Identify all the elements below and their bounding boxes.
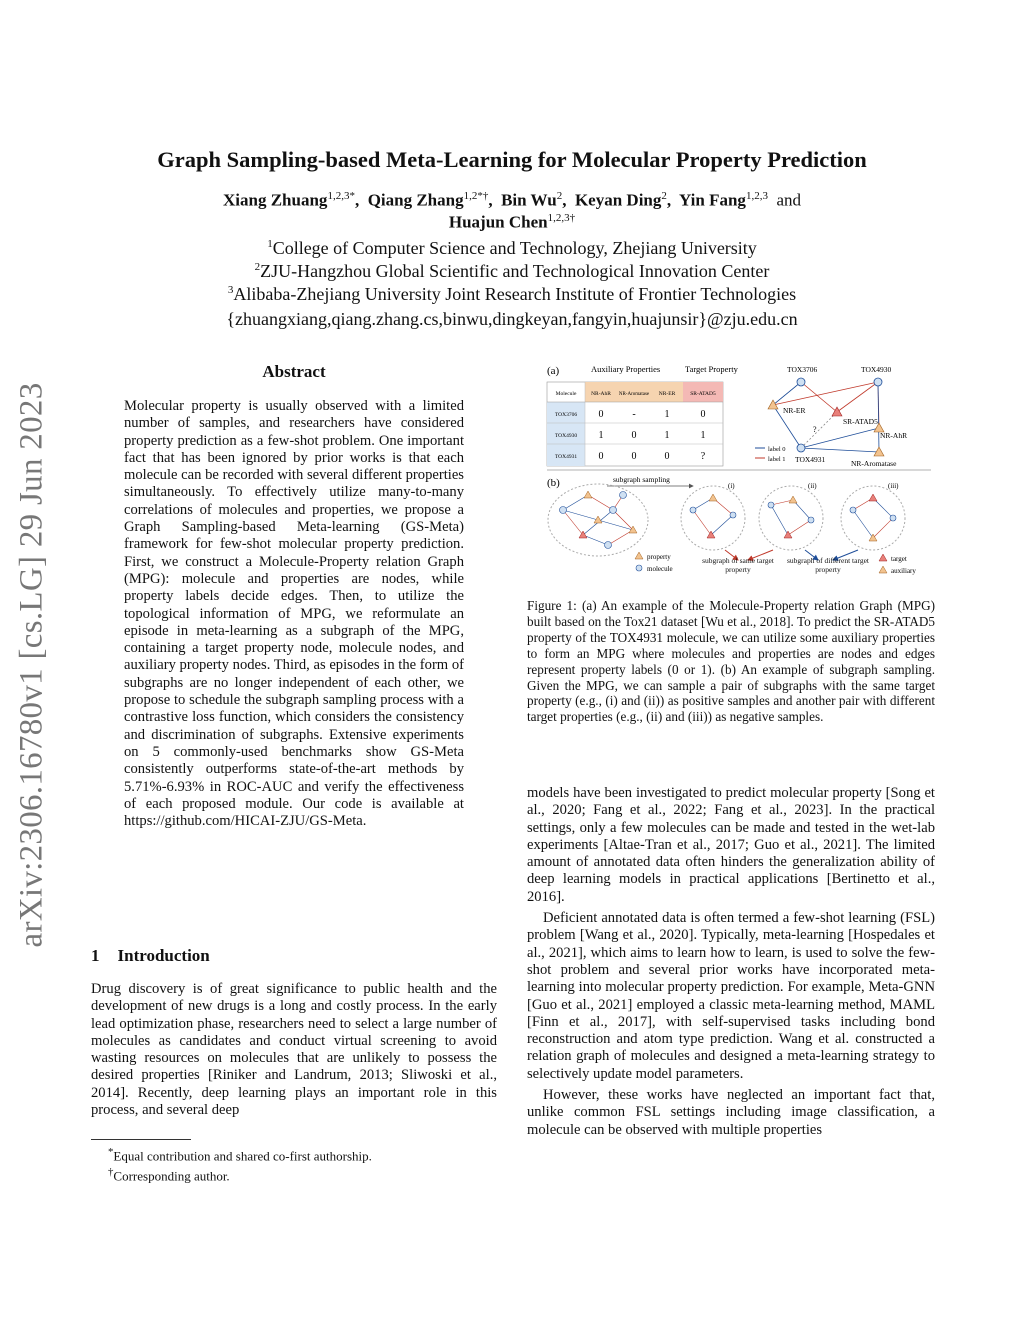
table-cell: TOX3706 — [554, 412, 578, 418]
table-header: NR-AhR — [591, 391, 611, 397]
target-header: Target Property — [685, 364, 738, 374]
panel-a-label: (a) — [547, 365, 560, 377]
subgraph-iii — [841, 482, 905, 550]
subgraph-ii — [759, 482, 823, 550]
svg-text:SR-ATAD5: SR-ATAD5 — [843, 417, 878, 426]
author-name: Yin Fang — [679, 190, 746, 210]
panel-b-label: (b) — [547, 477, 560, 489]
paper-title: Graph Sampling-based Meta-Learning for Molecular Property Prediction — [157, 147, 867, 172]
legend-property: property — [647, 553, 671, 561]
svg-text:?: ? — [813, 425, 817, 434]
svg-text:(i): (i) — [728, 482, 735, 490]
table-cell: 0 — [631, 451, 637, 462]
legend-target: target — [891, 555, 907, 563]
svg-text:NR-ER: NR-ER — [783, 406, 806, 415]
author-name: Keyan Ding — [574, 190, 662, 210]
svg-text:label 0: label 0 — [768, 446, 786, 453]
svg-text:NR-AhR: NR-AhR — [880, 431, 908, 440]
legend-auxiliary: auxiliary — [891, 567, 916, 575]
svg-text:NR-Aromatase: NR-Aromatase — [851, 459, 897, 468]
table-cell: 1 — [664, 430, 670, 441]
affiliation: $^1$College of Computer Science and Technology, Zhejiang University — [267, 238, 757, 258]
figure-caption: Figure 1: (a) An example of the Molecule-Property relation Graph (MPG) built based on the Tox21 dataset [Wu et al., 2018]. To predict the SR-ATAD5 property of the TOX4931 molecule, we can utilize some auxiliary properties to form an MPG where molecules and properties are nodes and edges represent property labels (0 or 1). (b) An example of subgraph sampling. Given the MPG, we can sample a pair of subgraphs with the same target property (e.g., (i) and (ii)) as positive samples and another pair with different target properties (e.g., (ii) and (iii)) as negative samples. — [527, 598, 935, 725]
paragraph: However, these works have neglected an important fact that, unlike common FSL settings including image classification, a molecule can be observed with multiple properties — [527, 1087, 935, 1138]
table-cell: ? — [700, 451, 706, 462]
author-emails: {zhuangxiang,qiang.zhang.cs,binwu,dingkeyan,fangyin,huajunsir}@zju.edu.cn — [226, 309, 798, 329]
figure-1 — [543, 360, 935, 588]
footnotes — [108, 1144, 372, 1185]
right-column-text — [527, 785, 935, 1139]
author-line-1: Xiang Zhuang$^{1,2,3*}$, Qiang Zhang$^{1,2*\dagger}$, Bin Wu$^2$, Keyan Ding$^2$, Yin Fang$^{1,2,3}$ and — [223, 190, 801, 210]
table-cell: 0 — [664, 451, 670, 462]
svg-text:(ii): (ii) — [808, 482, 817, 490]
same-target-label: subgraph of same target property — [702, 556, 774, 574]
table-cell: 0 — [598, 451, 604, 462]
table-header: NR-ER — [658, 391, 676, 397]
svg-text:TOX3706: TOX3706 — [787, 365, 818, 374]
table-header: NR-Aromatase — [618, 392, 650, 397]
table-header: SR-ATAD5 — [690, 391, 716, 397]
author-name: Qiang Zhang — [367, 190, 464, 210]
author-name: Huajun Chen — [448, 212, 548, 232]
author-name: Bin Wu — [501, 190, 557, 210]
table-cell: 0 — [631, 430, 637, 441]
table-cell: 0 — [700, 409, 706, 420]
property-table — [547, 382, 723, 466]
full-mpg — [548, 484, 648, 556]
mpg-graph — [755, 365, 907, 468]
footnote: *Equal contribution and shared co-first authorship. — [108, 1146, 372, 1164]
arxiv-stamp: arXiv:2306.16780v1 [cs.LG] 29 Jun 2023 — [13, 382, 50, 948]
subgraph-sampling-label: subgraph sampling — [613, 475, 670, 484]
table-cell: 0 — [598, 409, 604, 420]
affiliation: $^2$ZJU-Hangzhou Global Scientific and Technological Innovation Center — [254, 261, 770, 281]
table-header: Molecule — [555, 391, 577, 397]
table-cell: TOX4931 — [554, 454, 578, 460]
svg-text:(iii): (iii) — [888, 482, 899, 490]
abstract-heading: Abstract — [262, 362, 326, 381]
table-cell: - — [632, 409, 636, 420]
footnote-divider — [91, 1139, 191, 1140]
author-line-2: Huajun Chen$^{1,2,3\dagger}$ — [448, 212, 576, 232]
aux-header: Auxiliary Properties — [591, 364, 661, 374]
table-cell: 1 — [664, 409, 670, 420]
table-cell: 1 — [700, 430, 706, 441]
intro-text: Drug discovery is of great significance to public health and the development of new drugs is a long and costly process. In the early lead optimization phase, researchers need to select a large number of molecules as candidates and conduct virtual screening to avoid wasting resources on molecules that are unlikely to possess the desired properties [Riniker and Landrum, 2013; Sliwoski et al., 2014]. Recently, deep learning plays an important role in this process, and several deep — [91, 981, 497, 1119]
footnote: †Corresponding author. — [108, 1166, 230, 1184]
affiliation: $^3$Alibaba-Zhejiang University Joint Research Institute of Frontier Technologies — [227, 284, 797, 304]
svg-text:TOX4931: TOX4931 — [795, 455, 826, 464]
svg-text:TOX4930: TOX4930 — [861, 365, 892, 374]
table-cell: TOX4930 — [554, 433, 578, 439]
paragraph: models have been investigated to predict molecular property [Song et al., 2020; Fang et al., 2022; Fang et al., 2023]. In the practical settings, only a few molecules can be made and tested in the wet-lab experiments [Altae-Tran et al., 2017; Guo et al., 2021]. The limited amount of annotated data often hinders the generalization ability of deep learning models in practical applications [Bertinetto et al., 2016]. — [527, 785, 935, 905]
diff-target-label: subgraph of different target property — [787, 556, 869, 574]
legend-molecule: molecule — [647, 565, 673, 573]
section-heading: 1 Introduction — [91, 946, 210, 965]
subgraph-i — [681, 482, 745, 550]
author-name: Xiang Zhuang — [223, 190, 328, 210]
svg-text:label 1: label 1 — [768, 456, 786, 463]
paragraph: Deficient annotated data is often termed a few-shot learning (FSL) problem [Wang et al., 2020]. Typically, meta-learning [Hospedales et al., 2021], which aims to learn how to learn, is used to solve the few-shot problem and several prior works have incorporated meta-learning into molecular property prediction. For example, Meta-GNN [Guo et al., 2021] employed a classic meta-learning method, MAML [Finn et al., 2017], with self-supervised tasks including bond reconstruction and atom type prediction. Wang et al. constructed a relation graph of molecules and designed a meta-learning strategy to selectively update model parameters. — [527, 910, 935, 1082]
table-cell: 1 — [598, 430, 604, 441]
abstract-text: Molecular property is usually observed with a limited number of samples, and researchers have considered property prediction as a few-shot problem. One important fact that has been ignored by prior works is that each molecule can be recorded with several different properties simultaneously. To effectively utilize many-to-many correlations of molecules and properties, we propose a Graph Sampling-based Meta-learning (GS-Meta) framework for few-shot molecular property prediction. First, we construct a Molecule-Property relation Graph (MPG): molecule and properties are nodes, while property labels decide edges. Then, to utilize the topological information of MPG, we reformulate an episode in meta-learning as a subgraph of the MPG, containing a target property node, molecule nodes, and auxiliary property nodes. Third, as episodes in the form of subgraphs are no longer independent of each other, we propose to schedule the subgraph sampling process with a contrastive loss function, which considers the consistency and discrimination of subgraphs. Extensive experiments on 5 commonly-used benchmarks show GS-Meta consistently outperforms state-of-the-art methods by 5.71%-6.93% in ROC-AUC and verify the effectiveness of each proposed module. Our code is available at https://github.com/HICAI-ZJU/GS-Meta. — [124, 398, 464, 830]
